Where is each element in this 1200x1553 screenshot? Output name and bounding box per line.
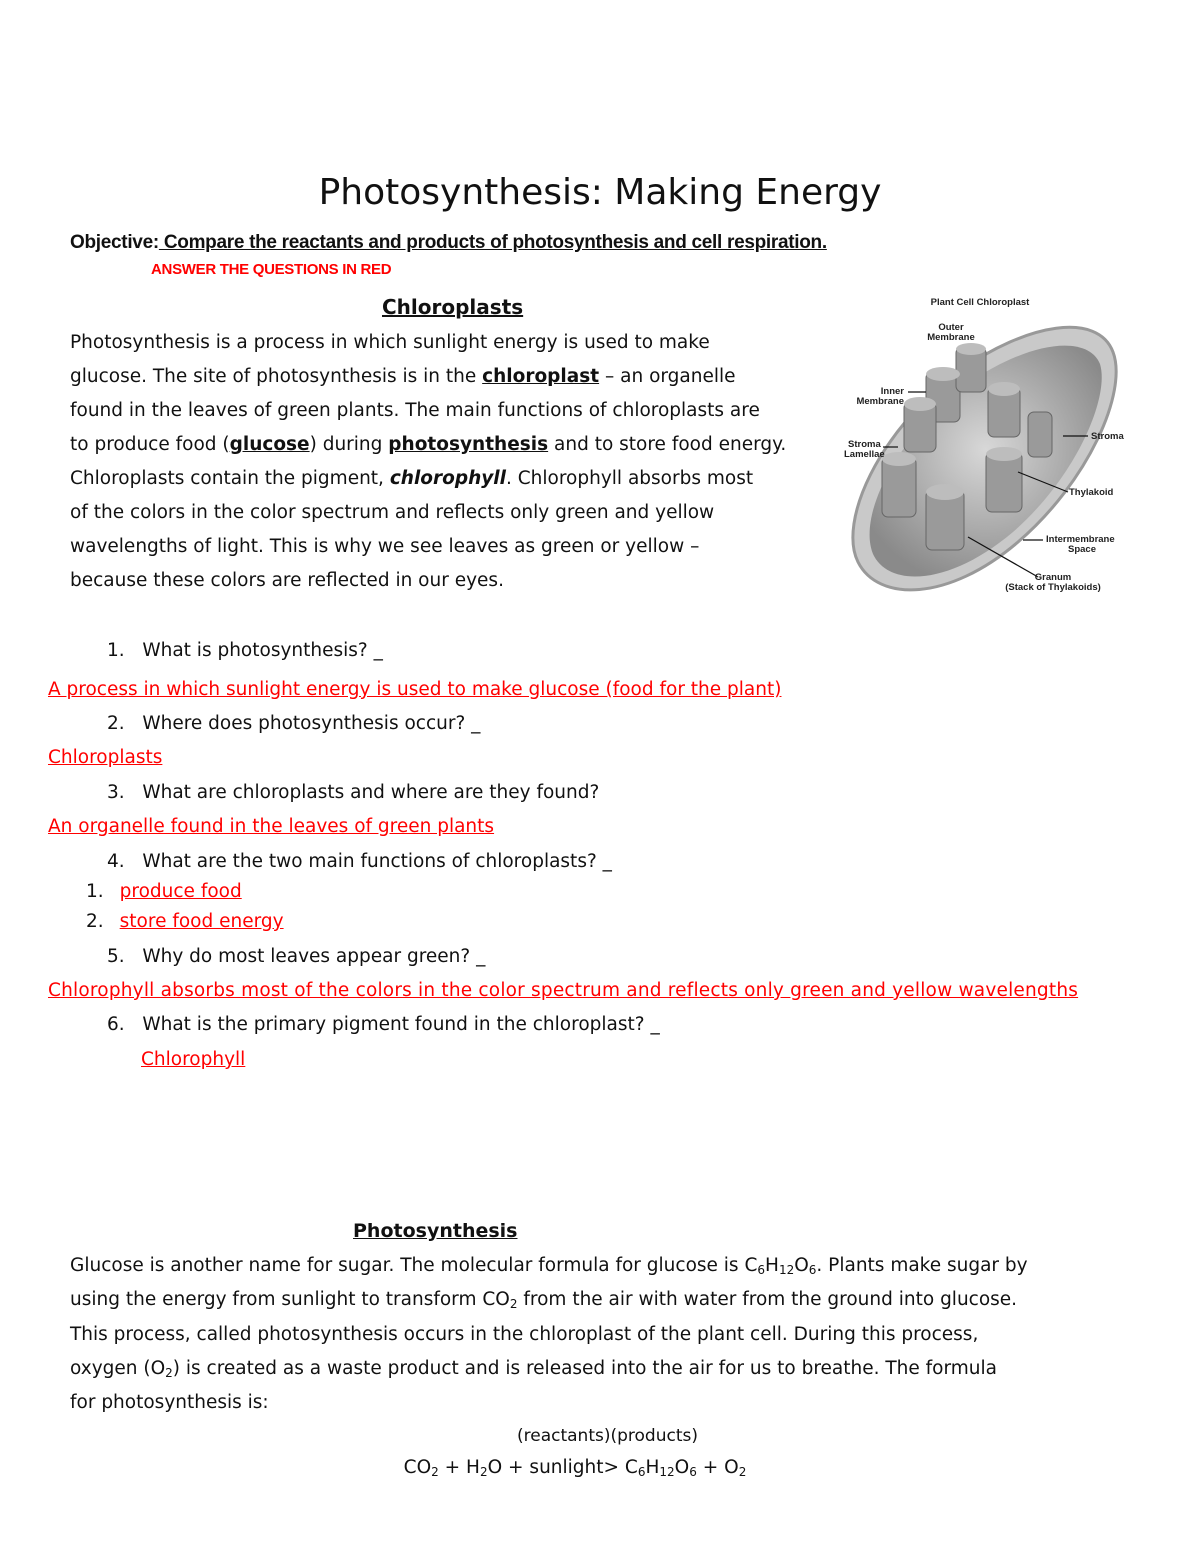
q-num: 1. xyxy=(107,640,125,661)
text: glucose. The site of photosynthesis is in the xyxy=(70,366,483,387)
answer-2: Chloroplasts xyxy=(48,747,163,768)
question-5 xyxy=(107,945,485,969)
label-stroma: Stroma xyxy=(1091,431,1124,442)
answer-3: An organelle found in the leaves of green plants xyxy=(48,816,495,837)
para-line: for photosynthesis is: xyxy=(70,1392,269,1413)
q-text: Why do most leaves appear green? _ xyxy=(142,946,486,967)
sub: 2 xyxy=(431,1465,439,1479)
para-line xyxy=(70,433,786,457)
text: ) is created as a waste product and is released into the air for us to breathe. The formula xyxy=(172,1358,998,1379)
t: O + sunlight> C xyxy=(487,1457,638,1478)
text: Chloroplasts contain the pigment, xyxy=(70,468,390,489)
answer-text: produce food xyxy=(119,881,242,902)
t: CO xyxy=(403,1457,432,1478)
para-line: found in the leaves of green plants. The main functions of chloroplasts are xyxy=(70,400,760,421)
term-photosynthesis: photosynthesis xyxy=(388,434,549,455)
q-num: 6. xyxy=(107,1014,125,1035)
list-num: 1. xyxy=(86,881,104,902)
sub: 6 xyxy=(689,1465,697,1479)
label-granum-desc: (Stack of Thylakoids) xyxy=(1005,582,1101,593)
list-num: 2. xyxy=(86,911,104,932)
q-text: What is the primary pigment found in the chloroplast? _ xyxy=(142,1014,660,1035)
text: . Chlorophyll absorbs most xyxy=(506,468,754,489)
para-line xyxy=(70,467,753,491)
para-line: because these colors are reflected in our eyes. xyxy=(70,570,504,591)
text: and to store food energy. xyxy=(548,434,787,455)
text: H xyxy=(765,1255,779,1276)
label-stroma: Stroma xyxy=(848,439,881,450)
para-line xyxy=(70,1288,1017,1312)
sub: 6 xyxy=(757,1263,766,1277)
label-membrane: Membrane xyxy=(856,396,904,407)
q-num: 5. xyxy=(107,946,125,967)
text: from the air with water from the ground into glucose. xyxy=(517,1289,1018,1310)
objective xyxy=(70,232,827,254)
q-num: 2. xyxy=(107,713,125,734)
answer-1: A process in which sunlight energy is used to make glucose (food for the plant) xyxy=(48,679,782,700)
chloroplast-diagram xyxy=(838,292,1138,608)
term-glucose: glucose xyxy=(229,434,310,455)
q-num: 4. xyxy=(107,851,125,872)
question-3 xyxy=(107,781,599,805)
text: to produce food ( xyxy=(70,434,230,455)
question-2 xyxy=(107,712,480,736)
q-text: Where does photosynthesis occur? _ xyxy=(142,713,481,734)
text: . Plants make sugar by xyxy=(816,1255,1028,1276)
t: + H xyxy=(438,1457,480,1478)
label-membrane: Membrane xyxy=(927,332,975,343)
label-space: Space xyxy=(1068,544,1096,555)
section-heading-photosynthesis: Photosynthesis xyxy=(353,1220,518,1242)
answer-5: Chlorophyll absorbs most of the colors in the color spectrum and reflects only green and yellow wavelengths xyxy=(48,980,1079,1001)
q-text: What are chloroplasts and where are they found? xyxy=(142,782,600,803)
label-thylakoid: Thylakoid xyxy=(1069,487,1114,498)
objective-text: Compare the reactants and products of photosynthesis and cell respiration. xyxy=(158,232,827,253)
formula xyxy=(0,1456,1150,1480)
text: O xyxy=(794,1255,809,1276)
t: O xyxy=(674,1457,690,1478)
instruction: ANSWER THE QUESTIONS IN RED xyxy=(151,261,392,278)
para-line xyxy=(70,365,736,389)
label-intermembrane: Intermembrane xyxy=(1046,534,1115,545)
text: Glucose is another name for sugar. The molecular formula for glucose is C xyxy=(70,1255,758,1276)
section-heading-chloroplasts: Chloroplasts xyxy=(382,295,524,319)
text: using the energy from sunlight to transform CO xyxy=(70,1289,510,1310)
diagram-title: Plant Cell Chloroplast xyxy=(930,297,1030,308)
sub: 12 xyxy=(659,1465,675,1479)
text: – an organelle xyxy=(599,366,736,387)
sub: 6 xyxy=(637,1465,646,1479)
q-text: What is photosynthesis? _ xyxy=(142,640,383,661)
objective-label: Objective: xyxy=(70,232,159,253)
sub: 12 xyxy=(778,1263,795,1277)
sub: 2 xyxy=(165,1366,173,1380)
answer-4-1 xyxy=(86,880,242,904)
page-title: Photosynthesis: Making Energy xyxy=(318,172,882,213)
para-line: wavelengths of light. This is why we see leaves as green or yellow – xyxy=(70,536,700,557)
question-4 xyxy=(107,850,612,874)
q-num: 3. xyxy=(107,782,125,803)
formula-label: (reactants)(products) xyxy=(517,1426,698,1446)
text: oxygen (O xyxy=(70,1358,166,1379)
q-text: What are the two main functions of chloroplasts? _ xyxy=(142,851,612,872)
para-line xyxy=(70,1357,997,1381)
para-line xyxy=(70,1254,1028,1278)
label-outer: Outer xyxy=(938,322,964,333)
sub: 2 xyxy=(509,1297,518,1311)
sub: 6 xyxy=(808,1263,817,1277)
term-chlorophyll: chlorophyll xyxy=(389,468,506,489)
term-chloroplast: chloroplast xyxy=(482,366,600,387)
label-inner: Inner xyxy=(880,386,904,397)
label-granum: Granum xyxy=(1034,572,1072,583)
para-line: Photosynthesis is a process in which sunlight energy is used to make xyxy=(70,332,710,353)
answer-text: store food energy xyxy=(119,911,284,932)
sub: 2 xyxy=(738,1465,747,1479)
question-1 xyxy=(107,639,383,663)
t: H xyxy=(645,1457,660,1478)
para-line: of the colors in the color spectrum and reflects only green and yellow xyxy=(70,502,715,523)
t: + O xyxy=(696,1457,739,1478)
question-6 xyxy=(107,1013,660,1037)
label-lamellae: Lamellae xyxy=(844,449,885,460)
answer-6: Chlorophyll xyxy=(141,1049,246,1070)
para-line: This process, called photosynthesis occurs in the chloroplast of the plant cell. During this process, xyxy=(70,1324,979,1345)
answer-4-2 xyxy=(86,910,284,934)
sub: 2 xyxy=(479,1465,488,1479)
text: ) during xyxy=(309,434,389,455)
